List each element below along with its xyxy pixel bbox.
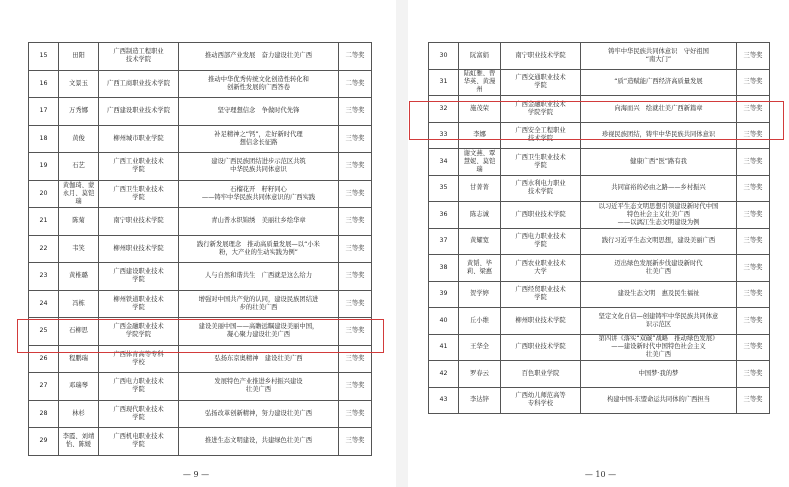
award-level: 三等奖 xyxy=(339,345,372,373)
award-level: 三等奖 xyxy=(737,228,770,255)
table-row xyxy=(29,373,372,401)
school-name: 广西幼儿师范高等 专科学校 xyxy=(501,387,581,414)
author-name: 石柳思 xyxy=(59,318,99,346)
row-number: 29 xyxy=(29,428,59,456)
row-number: 21 xyxy=(29,208,59,236)
table-row xyxy=(429,228,770,255)
author-name: 甘菁菁 xyxy=(459,175,501,202)
row-number: 30 xyxy=(429,43,459,70)
award-level: 三等奖 xyxy=(737,96,770,123)
table-row xyxy=(429,387,770,414)
author-name: 韦笑 xyxy=(59,235,99,263)
entry-title: 建设广西民族团结进步示范区共筑 中华民族共同体意识 xyxy=(179,153,339,181)
author-name: 王华全 xyxy=(459,334,501,361)
row-number: 22 xyxy=(29,235,59,263)
table-row xyxy=(29,153,372,181)
award-level: 三等奖 xyxy=(339,180,372,208)
table-row xyxy=(29,43,372,71)
row-number: 37 xyxy=(429,228,459,255)
page-left xyxy=(0,0,392,487)
school-name: 广西金融职业技术 学院学院 xyxy=(501,96,581,123)
entry-title: 发展特色产业推进乡村振兴建设 壮美广西 xyxy=(179,373,339,401)
entry-title: 珍视民族团结，铸牢中华民族共同体意识 xyxy=(581,122,737,149)
entry-title: 践行习近平生态文明思想，建设美丽广西 xyxy=(581,228,737,255)
table-row xyxy=(29,345,372,373)
row-number: 34 xyxy=(429,149,459,176)
row-number: 20 xyxy=(29,180,59,208)
author-name: 黄伽琦、蒙 永月、莫铠 瑞 xyxy=(59,180,99,208)
school-name: 柳州城市职业学院 xyxy=(99,125,179,153)
award-level: 三等奖 xyxy=(339,318,372,346)
author-name: 万秀娜 xyxy=(59,98,99,126)
school-name: 广西体育高等专科 学校 xyxy=(99,345,179,373)
author-name: 石艺 xyxy=(59,153,99,181)
author-name: 谢文燕、覃 慧妮、莫铠 瑞 xyxy=(459,149,501,176)
page-right xyxy=(412,0,789,487)
page-gutter xyxy=(396,0,408,487)
author-name: 罗春云 xyxy=(459,361,501,388)
entry-title: 推动中华优秀传统文化创造性转化和 创新性发展的广西答卷 xyxy=(179,70,339,98)
table-row xyxy=(29,235,372,263)
row-number: 41 xyxy=(429,334,459,361)
table-row xyxy=(29,180,372,208)
school-name: 广西职业技术学院 xyxy=(501,334,581,361)
awards-table-left xyxy=(28,42,372,456)
entry-title: 补足精神之“钙”，走好新时代理 想信念长征路 xyxy=(179,125,339,153)
row-number: 18 xyxy=(29,125,59,153)
author-name: 冯栋 xyxy=(59,290,99,318)
row-number: 38 xyxy=(429,255,459,282)
table-row xyxy=(29,318,372,346)
school-name: 广西建设职业技术学院 xyxy=(99,98,179,126)
table-row xyxy=(429,43,770,70)
award-level: 三等奖 xyxy=(737,43,770,70)
school-name: 南宁职业技术学院 xyxy=(501,43,581,70)
entry-title: 第四讲《落实“双碳”战略 推动绿色发展》 ——建设新时代中国特色社会主义 壮美广西 xyxy=(581,334,737,361)
author-name: 陈志诚 xyxy=(459,202,501,229)
school-name: 广西经贸职业技术 学院 xyxy=(501,281,581,308)
table-row xyxy=(429,202,770,229)
award-level: 二等奖 xyxy=(339,43,372,71)
table-row xyxy=(429,122,770,149)
table-row xyxy=(429,69,770,96)
author-name: 李达锌 xyxy=(459,387,501,414)
school-name: 广西卫生职业技术 学院 xyxy=(99,180,179,208)
row-number: 31 xyxy=(429,69,459,96)
award-level: 三等奖 xyxy=(339,428,372,456)
entry-title: 建设生态文明 惠及民生福祉 xyxy=(581,281,737,308)
entry-title: 推动西部产业发展 奋力建设壮美广西 xyxy=(179,43,339,71)
author-name: 贺学婷 xyxy=(459,281,501,308)
school-name: 广西工业职业技术 学院 xyxy=(99,153,179,181)
school-name: 广西交通职业技术 学院 xyxy=(501,69,581,96)
row-number: 19 xyxy=(29,153,59,181)
award-level: 三等奖 xyxy=(737,175,770,202)
author-name: 陈菊 xyxy=(59,208,99,236)
award-level: 三等奖 xyxy=(737,202,770,229)
school-name: 广西制造工程职业 技术学院 xyxy=(99,43,179,71)
table-row xyxy=(429,281,770,308)
entry-title: 铸牢中华民族共同体意识 守好祖国 “南大门” xyxy=(581,43,737,70)
entry-title: 健康广西“医”路有我 xyxy=(581,149,737,176)
table-row xyxy=(429,308,770,335)
page-number: — 9 — xyxy=(182,470,210,479)
table-row xyxy=(429,149,770,176)
table-row xyxy=(29,70,372,98)
author-name: 李霞、刘靖 怡、陈媛 xyxy=(59,428,99,456)
entry-title: 以习近平生态文明思想引领建设新时代中国 特色社会主义壮美广西 ——以漓江生态文明建设为例 xyxy=(581,202,737,229)
award-level: 三等奖 xyxy=(339,400,372,428)
table-row xyxy=(29,98,372,126)
entry-title: 弘扬改革创新精神，努力建设壮美广西 xyxy=(179,400,339,428)
school-name: 广西建设职业技术 学院 xyxy=(99,263,179,291)
school-name: 广西机电职业技术 学院 xyxy=(99,428,179,456)
school-name: 百色职业学院 xyxy=(501,361,581,388)
school-name: 南宁职业技术学院 xyxy=(99,208,179,236)
entry-title: 向海而兴 绘就壮美广西新篇章 xyxy=(581,96,737,123)
award-level: 三等奖 xyxy=(737,281,770,308)
author-name: 李娜 xyxy=(459,122,501,149)
school-name: 柳州铁道职业技术 学院 xyxy=(99,290,179,318)
author-name: 田阳 xyxy=(59,43,99,71)
table-row xyxy=(29,400,372,428)
author-name: 黄耀宽 xyxy=(459,228,501,255)
table-row xyxy=(429,255,770,282)
author-name: 丘小维 xyxy=(459,308,501,335)
author-name: 施茂荣 xyxy=(459,96,501,123)
row-number: 16 xyxy=(29,70,59,98)
award-level: 三等奖 xyxy=(737,334,770,361)
award-level: 三等奖 xyxy=(737,308,770,335)
award-level: 三等奖 xyxy=(339,153,372,181)
row-number: 35 xyxy=(429,175,459,202)
school-name: 柳州职业技术学院 xyxy=(99,235,179,263)
award-level: 三等奖 xyxy=(339,125,372,153)
row-number: 42 xyxy=(429,361,459,388)
award-level: 三等奖 xyxy=(737,122,770,149)
school-name: 广西金融职业技术 学院学院 xyxy=(99,318,179,346)
school-name: 广西卫生职业技术 学院 xyxy=(501,149,581,176)
entry-title: 推进生态文明建设，共建绿色壮美广西 xyxy=(179,428,339,456)
entry-title: 建设美丽中国——高瞻远瞩建设美丽中国， 凝心聚力建设壮美广西 xyxy=(179,318,339,346)
table-row xyxy=(29,208,372,236)
entry-title: 构建中国-东盟命运共同体的广西担当 xyxy=(581,387,737,414)
award-level: 三等奖 xyxy=(339,98,372,126)
row-number: 25 xyxy=(29,318,59,346)
author-name: 陆虹雅、曾 华英、黄漫 州 xyxy=(459,69,501,96)
award-level: 三等奖 xyxy=(339,373,372,401)
row-number: 39 xyxy=(429,281,459,308)
award-level: 三等奖 xyxy=(737,387,770,414)
table-row xyxy=(429,334,770,361)
table-row xyxy=(429,361,770,388)
award-level: 三等奖 xyxy=(737,149,770,176)
entry-title: 坚守理想信念 争做时代先锋 xyxy=(179,98,339,126)
entry-title: 青山普水织锦绣 美丽壮乡绘华章 xyxy=(179,208,339,236)
table-row xyxy=(29,290,372,318)
school-name: 广西现代职业技术 学院 xyxy=(99,400,179,428)
entry-title: 迈出绿色发展新步伐建设新时代 壮美广西 xyxy=(581,255,737,282)
author-name: 黄韬、毕 莉、梁惠 xyxy=(459,255,501,282)
school-name: 广西电力职业技术 学院 xyxy=(99,373,179,401)
author-name: 程鹏瑞 xyxy=(59,345,99,373)
table-row xyxy=(29,428,372,456)
author-name: 邓瑞琴 xyxy=(59,373,99,401)
row-number: 40 xyxy=(429,308,459,335)
award-level: 三等奖 xyxy=(339,263,372,291)
table-row xyxy=(429,175,770,202)
entry-title: 弘扬东京奥精神 建设壮美广西 xyxy=(179,345,339,373)
table-row xyxy=(29,125,372,153)
author-name: 黄椎璐 xyxy=(59,263,99,291)
school-name: 广西水利电力职业 技术学院 xyxy=(501,175,581,202)
page-number: — 10 — xyxy=(584,470,617,479)
row-number: 17 xyxy=(29,98,59,126)
row-number: 43 xyxy=(429,387,459,414)
row-number: 32 xyxy=(429,96,459,123)
entry-title: 中国梦·我的梦 xyxy=(581,361,737,388)
award-level: 三等奖 xyxy=(737,69,770,96)
row-number: 33 xyxy=(429,122,459,149)
row-number: 24 xyxy=(29,290,59,318)
award-level: 三等奖 xyxy=(339,208,372,236)
row-number: 27 xyxy=(29,373,59,401)
school-name: 柳州职业技术学院 xyxy=(501,308,581,335)
author-name: 文景玉 xyxy=(59,70,99,98)
entry-title: 石榴花开 籽籽同心 ——铸牢中华民族共同体意识的广西实践 xyxy=(179,180,339,208)
row-number: 23 xyxy=(29,263,59,291)
row-number: 26 xyxy=(29,345,59,373)
entry-title: 共同富裕的必由之路——乡村振兴 xyxy=(581,175,737,202)
table-row xyxy=(429,96,770,123)
entry-title: 增强对中国共产党的认同，建设民族团结进 步的壮美广西 xyxy=(179,290,339,318)
row-number: 28 xyxy=(29,400,59,428)
school-name: 广西工商职业技术学院 xyxy=(99,70,179,98)
school-name: 广西农业职业技术 大学 xyxy=(501,255,581,282)
author-name: 林杉 xyxy=(59,400,99,428)
award-level: 三等奖 xyxy=(339,290,372,318)
entry-title: 践行新发展理念 推动高质量发展—以“小米 粉，大产业的生动实践为例” xyxy=(179,235,339,263)
award-level: 三等奖 xyxy=(737,361,770,388)
school-name: 广西安全工程职业 技术学院 xyxy=(501,122,581,149)
entry-title: 人与自然和谐共生 广西就是这么给力 xyxy=(179,263,339,291)
award-level: 三等奖 xyxy=(339,235,372,263)
entry-title: 坚定文化自信—创建铸牢中华民族共同体意 识示范区 xyxy=(581,308,737,335)
awards-table-right xyxy=(428,42,770,414)
school-name: 广西电力职业技术 学院 xyxy=(501,228,581,255)
award-level: 三等奖 xyxy=(737,255,770,282)
school-name: 广西职业技术学院 xyxy=(501,202,581,229)
table-row xyxy=(29,263,372,291)
row-number: 36 xyxy=(429,202,459,229)
row-number: 15 xyxy=(29,43,59,71)
author-name: 阮富娟 xyxy=(459,43,501,70)
award-level: 二等奖 xyxy=(339,70,372,98)
entry-title: “质”造赋能广西经济高质量发展 xyxy=(581,69,737,96)
author-name: 黄俊 xyxy=(59,125,99,153)
